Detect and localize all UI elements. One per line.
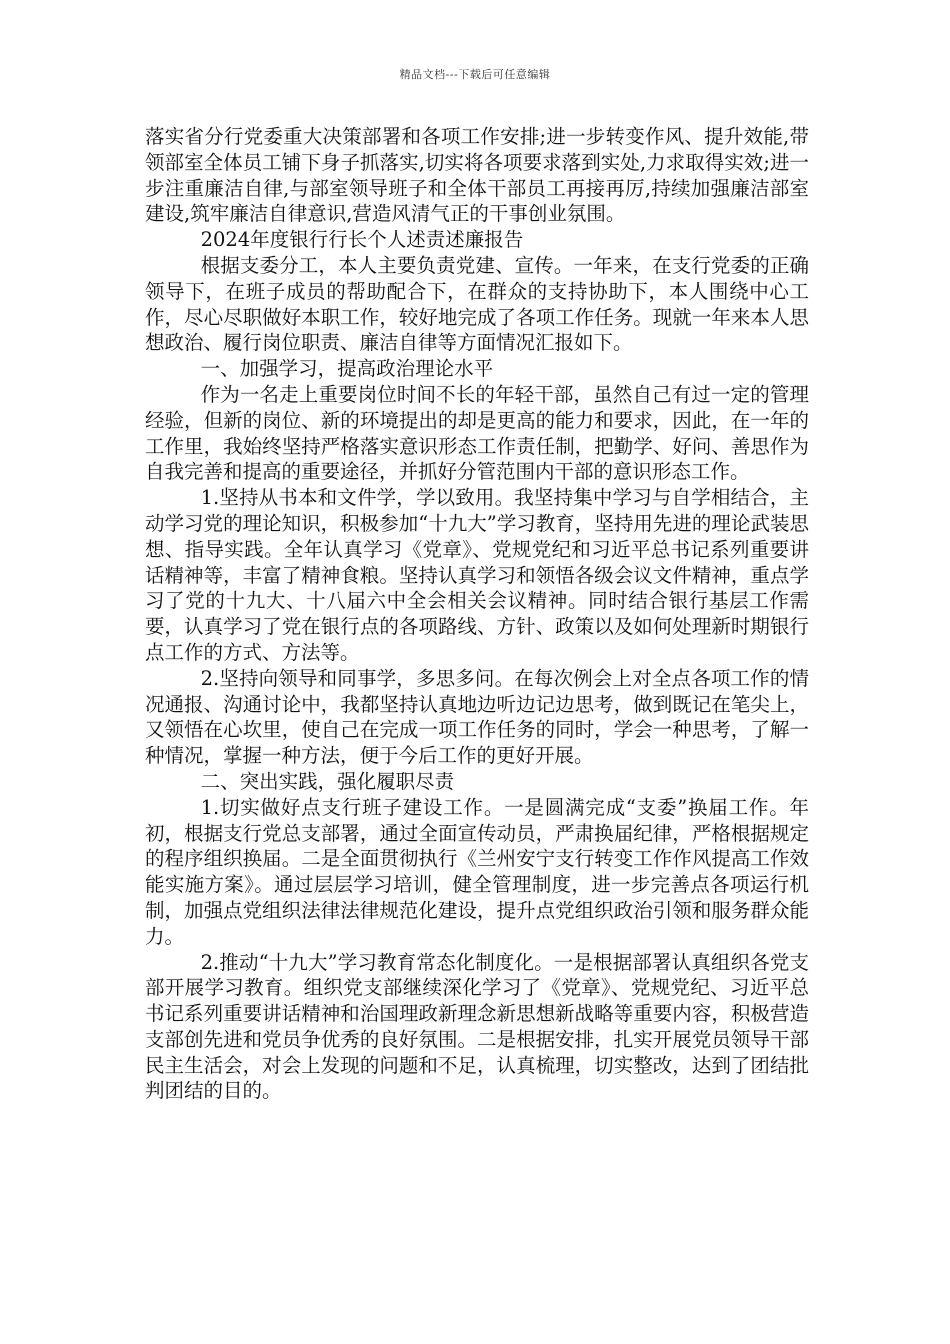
paragraph: 作为一名走上重要岗位时间不长的年轻干部，虽然自己有过一定的管理经验，但新的岗位、新的环境提出的却是更高的能力和要求，因此，在一年的工作里，我始终坚持严格落实意识形态工作责任制，把勤学、好问、善思作为自我完善和提高的重要途径，并抓好分管范围内干部的意识形态工作。 [145,382,809,484]
paragraph: 2.推动“十九大”学习教育常态化制度化。一是根据部署认真组织各党支部开展学习教育。组织党支部继续深化学习了《党章》、党规党纪、习近平总书记系列重要讲话精神和治国理政新理念新思想新战略等重要内容，积极营造支部创先进和党员争优秀的良好氛围。二是根据安排，扎实开展党员领导干部民主生活会，对会上发现的问题和不足，认真梳理，切实整改，达到了团结批判团结的目的。 [145,950,809,1103]
section-heading: 一、加强学习，提高政治理论水平 [200,357,494,381]
paragraph: 1.切实做好点支行班子建设工作。一是圆满完成“支委”换届工作。年初，根据支行党总支部署，通过全面宣传动员，严肃换届纪律，严格根据规定的程序组织换届。二是全面贯彻执行《兰州安宁支行转变工作作风提高工作效能实施方案》。通过层层学习培训，健全管理制度，进一步完善点各项运行机制，加强点党组织法律法律规范化建设，提升点党组织政治引领和服务群众能力。 [145,795,809,948]
paragraph: 落实省分行党委重大决策部署和各项工作安排;进一步转变作风、提升效能,带领部室全体员工铺下身子抓落实,切实将各项要求落到实处,力求取得实效;进一步注重廉洁自律,与部室领导班子和全体干部员工再接再厉,持续加强廉洁部室建设,筑牢廉洁自律意识,营造风清气正的干事创业氛围。 [145,125,809,226]
paragraph: 1.坚持从书本和文件学，学以致用。我坚持集中学习与自学相结合，主动学习党的理论知识，积极参加“十九大”学习教育，坚持用先进的理论武装思想、指导实践。全年认真学习《党章》、党规党纪和习近平总书记系列重要讲话精神等，丰富了精神食粮。坚持认真学习和领悟各级会议文件精神，重点学习了党的十九大、十八届六中全会相关会议精神。同时结合银行基层工作需要，认真学习了党在银行点的各项路线、方针、政策以及如何处理新时期银行点工作的方式、方法等。 [145,486,809,664]
paragraph: 根据支委分工，本人主要负责党建、宣传。一年来，在支行党委的正确领导下，在班子成员的帮助配合下，在群众的支持协助下，本人围绕中心工作，尽心尽职做好本职工作，较好地完成了各项工作任务。现就一年来本人思想政治、履行岗位职责、廉洁自律等方面情况汇报如下。 [145,253,809,355]
document-body [145,124,809,1104]
section-heading: 二、突出实践，强化履职尽责 [200,769,455,793]
report-title: 2024年度银行行长个人述责述廉报告 [200,228,524,252]
page-header: 精品文档---下载后可任意编辑 [399,68,551,81]
paragraph: 2.坚持向领导和同事学，多思多问。在每次例会上对全点各项工作的情况通报、沟通讨论中，我都坚持认真地边听边记边思考，做到既记在笔尖上，又领悟在心坎里，使自己在完成一项工作任务的同时，学会一种思考，了解一种情况，掌握一种方法，便于今后工作的更好开展。 [145,666,809,768]
